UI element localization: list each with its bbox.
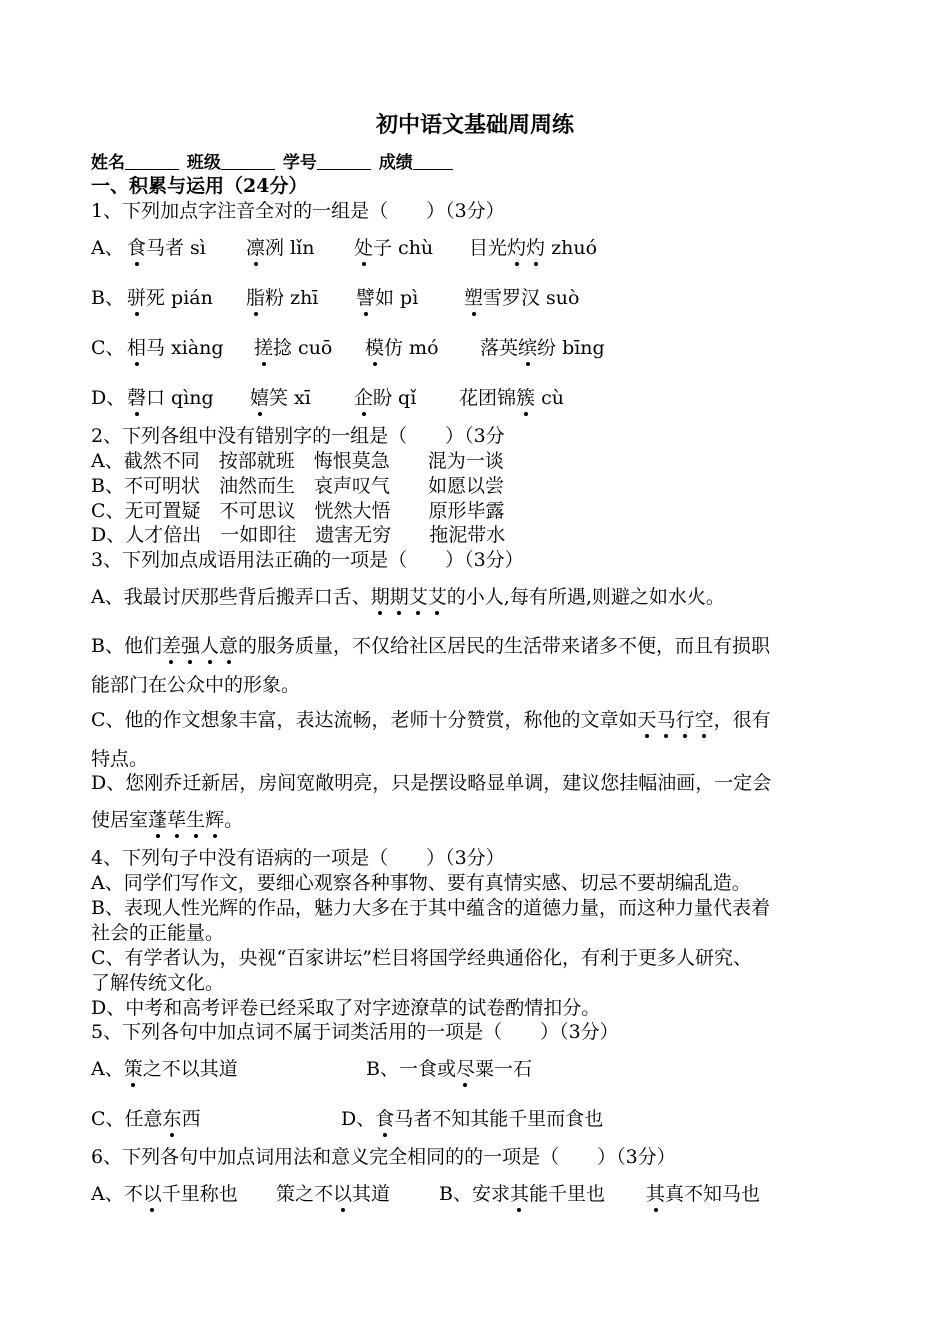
q4-option-b: B、表现人性光辉的作品，魅力大多在于其中蕴含的道德力量，而这种力量代表着 <box>91 897 770 919</box>
q5-option-a: A、策之不以其道 <box>91 1058 238 1080</box>
section-heading: 一、积累与运用（24分） <box>91 175 308 197</box>
q3-option-d: D、您刚乔迁新居，房间宽敞明亮，只是摆设略显单调，建议您挂幅油画，一定会 <box>91 772 772 794</box>
q1c-item-2: 搓捻 cuō <box>254 337 333 359</box>
q6-option-a-2: 策之不以其道 <box>276 1183 391 1205</box>
emphasis-char: 艾 <box>427 586 447 608</box>
emphasis-char: 辉 <box>205 809 225 831</box>
emphasis-char: 艾 <box>408 586 428 608</box>
id-field[interactable] <box>317 153 371 170</box>
class-label: 班级 <box>186 153 221 173</box>
q1d-item-1: 磬口 qìng <box>127 387 214 409</box>
q1b-item-1: 骈死 pián <box>127 287 213 309</box>
emphasis-char: 灼 <box>507 237 527 259</box>
q3-option-b: B、他们差强人意的服务质量，不仅给社区居民的生活带来诸多不便，而且有损职 <box>91 635 771 657</box>
q3a-dotted-idiom <box>371 586 447 608</box>
q1a-item-2: 凛冽 lǐn <box>246 237 315 259</box>
q1d-item-2: 嬉笑 xī <box>250 387 311 409</box>
score-label: 成绩 <box>378 153 413 173</box>
emphasis-char: 马 <box>656 709 676 731</box>
q2-option-a: A、截然不同 按部就班 悔恨莫急 混为一谈 <box>91 450 504 472</box>
q4-option-d: D、中考和高考评卷已经采取了对字迹潦草的试卷酌情扣分。 <box>91 997 601 1019</box>
q3d-dotted-idiom <box>148 808 224 832</box>
q4-option-b-cont: 社会的正能量。 <box>91 922 225 944</box>
q2-option-c: C、无可置疑 不可思议 恍然大悟 原形毕露 <box>91 500 505 522</box>
q1-option-b: B、 骈死 pián 脂粉 zhī 譬如 pì 塑雪罗汉 suò <box>91 287 580 309</box>
q3-option-b-cont: 能部门在公众中的形象。 <box>91 674 301 696</box>
question-5-stem: 5、下列各句中加点词不属于词类活用的一项是（ ）（3分） <box>91 1021 619 1043</box>
q4-option-a: A、同学们写作文，要细心观察各种事物、要有真情实感、切忌不要胡编乱造。 <box>91 872 751 894</box>
q1d-item-3: 企盼 qǐ <box>354 387 417 409</box>
q2-option-d: D、人才倍出 一如即往 遗害无穷 拖泥带水 <box>91 524 506 546</box>
q5-option-b: B、一食或尽粟一石 <box>366 1058 532 1080</box>
q1a-item-1: 食马者 sì <box>127 237 206 259</box>
emphasis-char: 意 <box>219 635 239 657</box>
question-3-stem: 3、下列加点成语用法正确的一项是（ ）（3分） <box>91 549 524 571</box>
q5-option-c: C、任意东西 <box>91 1108 201 1130</box>
q1b-item-3: 譬如 pì <box>356 287 419 309</box>
q1a-item-4: 目光灼灼 zhuó <box>469 237 598 259</box>
emphasis-char: 行 <box>675 709 695 731</box>
emphasis-char: 荜 <box>167 809 187 831</box>
q6-option-a-1: A、不以千里称也 <box>91 1183 238 1205</box>
q1-option-d: D、 磬口 qìng 嬉笑 xī 企盼 qǐ 花团锦簇 cù <box>91 387 564 409</box>
score-field[interactable] <box>413 153 453 170</box>
question-4-stem: 4、下列句子中没有语病的一项是（ ）（3分） <box>91 847 505 869</box>
q1b-item-2: 脂粉 zhī <box>246 287 319 309</box>
emphasis-char: 强 <box>180 635 200 657</box>
emphasis-char: 期 <box>389 586 409 608</box>
q4-option-c-cont: 了解传统文化。 <box>91 972 225 994</box>
q5-option-d: D、食马者不知其能千里而食也 <box>341 1108 604 1130</box>
q3c-dotted-idiom <box>638 708 714 732</box>
question-2-stem: 2、下列各组中没有错别字的一组是（ ）（3分 <box>91 425 505 447</box>
q1-option-a: A、 食马者 sì 凛冽 lǐn 处子 chù 目光灼灼 zhuó <box>91 237 598 259</box>
q3-option-a: A、我最讨厌那些背后搬弄口舌、期期艾艾的小人,每有所遇,则避之如水火。 <box>91 586 725 608</box>
emphasis-char: 差 <box>161 635 181 657</box>
emphasis-char: 空 <box>694 709 714 731</box>
q1c-item-4: 落英缤纷 bīng <box>480 337 605 359</box>
q2-option-b: B、不可明状 油然而生 哀声叹气 如愿以尝 <box>91 475 504 497</box>
emphasis-char: 灼 <box>526 237 546 259</box>
student-info-line <box>91 151 455 175</box>
page-title: 初中语文基础周周练 <box>375 112 574 138</box>
emphasis-char: 生 <box>186 809 206 831</box>
question-6-stem: 6、下列各句中加点词用法和意义完全相同的的一项是（ ）（3分） <box>91 1146 676 1168</box>
emphasis-char: 蓬 <box>148 809 168 831</box>
q3b-dotted-idiom <box>162 634 238 658</box>
q3-option-d-cont: 使居室蓬荜生辉。 <box>91 809 244 831</box>
emphasis-char: 天 <box>637 709 657 731</box>
q6-option-b-1: B、安求其能千里也 <box>439 1183 605 1205</box>
q1c-item-1: 相马 xiàng <box>127 337 224 359</box>
q4-option-c: C、有学者认为，央视“百家讲坛”栏目将国学经典通俗化，有利于更多人研究、 <box>91 947 752 969</box>
question-1-stem: 1、下列加点字注音全对的一组是（ ）（3分） <box>91 200 505 222</box>
q3-option-c-cont: 特点。 <box>91 748 149 770</box>
q1a-item-3: 处子 chù <box>354 237 434 259</box>
id-label: 学号 <box>282 153 317 173</box>
q1b-item-4: 塑雪罗汉 suò <box>464 287 580 309</box>
emphasis-char: 期 <box>370 586 390 608</box>
class-field[interactable] <box>221 153 275 170</box>
q1d-item-4: 花团锦簇 cù <box>459 387 564 409</box>
q1-option-c: C、 相马 xiàng 搓捻 cuō 模仿 mó 落英缤纷 bīng <box>91 337 605 359</box>
name-field[interactable] <box>125 153 179 170</box>
emphasis-char: 人 <box>200 635 220 657</box>
name-label: 姓名 <box>91 153 125 173</box>
q6-option-b-2: 其真不知马也 <box>646 1183 761 1205</box>
q1c-item-3: 模仿 mó <box>365 337 439 359</box>
q3-option-c: C、他的作文想象丰富，表达流畅，老师十分赞赏，称他的文章如天马行空，很有 <box>91 709 771 731</box>
